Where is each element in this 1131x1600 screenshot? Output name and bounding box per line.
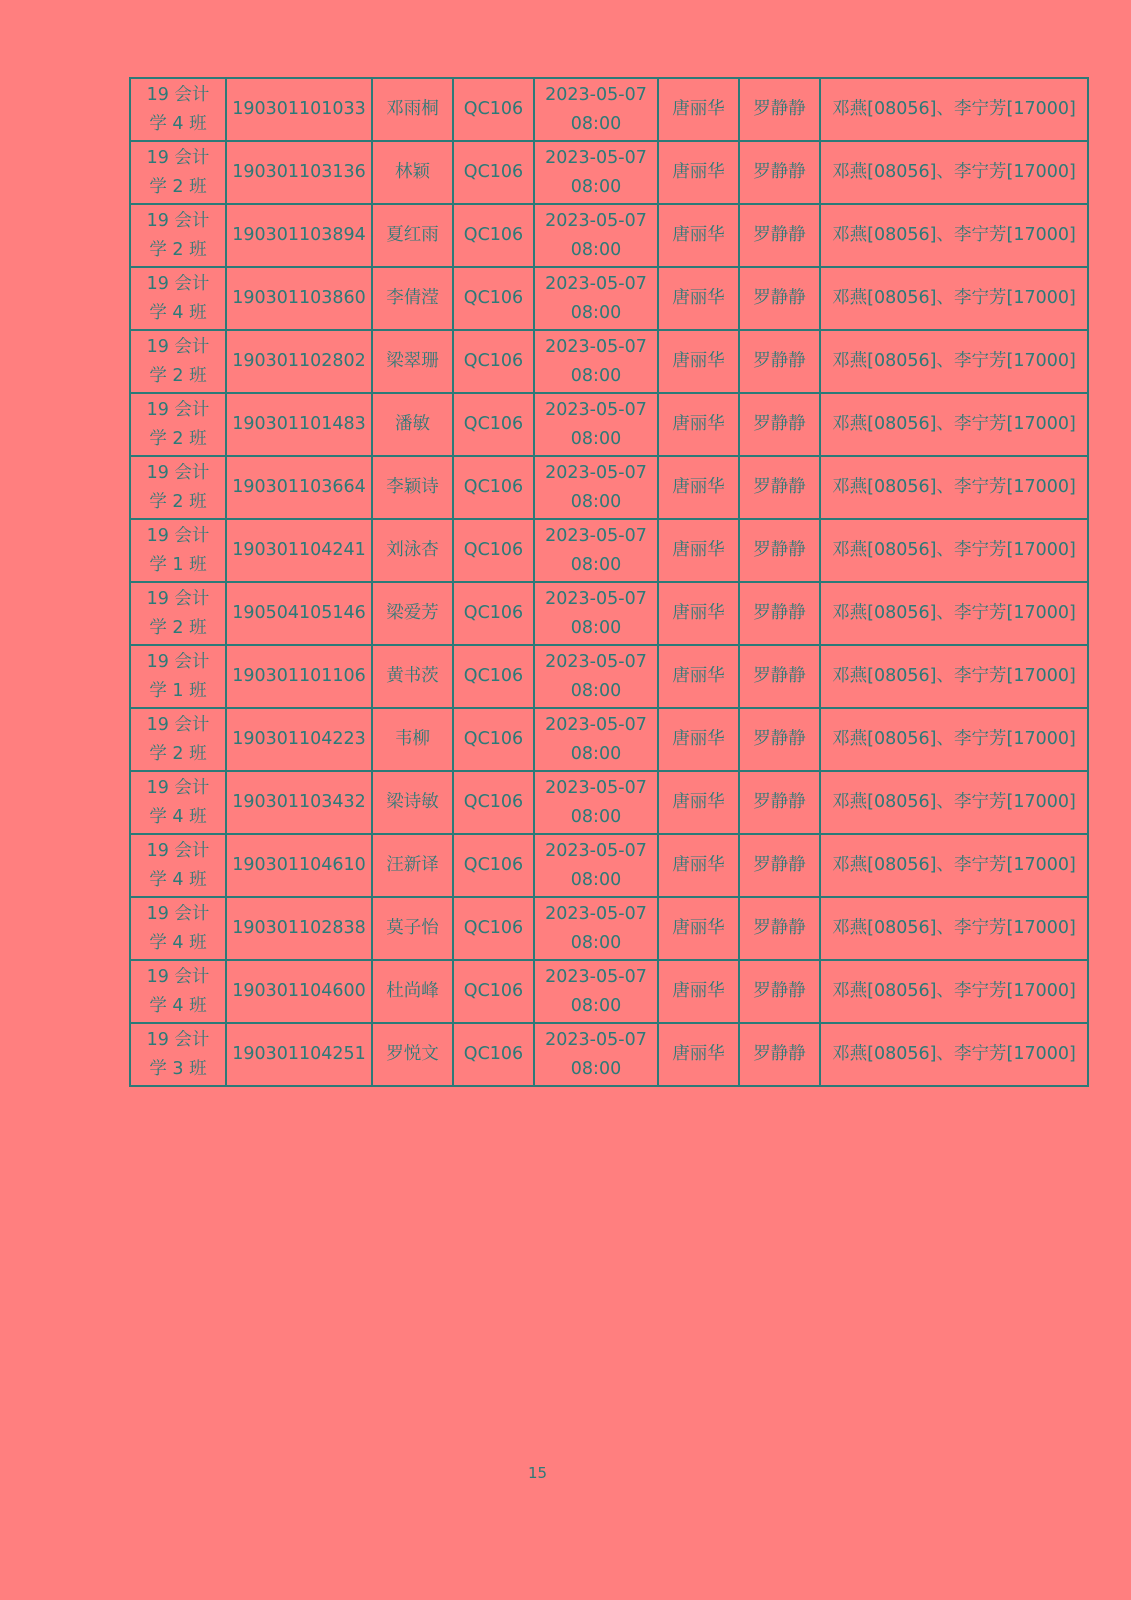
student-name-cell: 刘泳杏	[372, 519, 453, 582]
datetime-cell	[534, 645, 658, 708]
datetime-cell	[534, 582, 658, 645]
class-name-line2: 学 2 班	[149, 617, 207, 638]
reviewer-cell: 罗静静	[739, 267, 820, 330]
class-name-line1: 19 会计	[146, 1029, 210, 1050]
table-row	[130, 897, 1088, 960]
time-text: 08:00	[570, 806, 622, 827]
time-text: 08:00	[570, 491, 622, 512]
table-row	[130, 582, 1088, 645]
date-text: 2023-05-07	[545, 273, 647, 294]
time-text: 08:00	[570, 680, 622, 701]
page-number: 15	[527, 1464, 548, 1482]
student-name-cell: 邓雨桐	[372, 78, 453, 141]
class-name-line1: 19 会计	[146, 903, 210, 924]
class-cell	[130, 708, 226, 771]
class-name-line1: 19 会计	[146, 147, 210, 168]
datetime-cell	[534, 204, 658, 267]
student-id-cell: 190301103432	[226, 771, 372, 834]
class-cell	[130, 204, 226, 267]
datetime-cell	[534, 456, 658, 519]
class-name-line1: 19 会计	[146, 336, 210, 357]
advisor-cell: 唐丽华	[658, 771, 739, 834]
time-text: 08:00	[570, 554, 622, 575]
datetime-cell	[534, 519, 658, 582]
room-cell: QC106	[453, 456, 534, 519]
room-cell: QC106	[453, 897, 534, 960]
table-row	[130, 708, 1088, 771]
defense-schedule-table	[129, 77, 1089, 1087]
class-name-line2: 学 2 班	[149, 176, 207, 197]
student-id-cell: 190301104610	[226, 834, 372, 897]
room-cell: QC106	[453, 78, 534, 141]
class-name-line2: 学 2 班	[149, 428, 207, 449]
table-row	[130, 519, 1088, 582]
table-row	[130, 78, 1088, 141]
class-cell	[130, 393, 226, 456]
table-row	[130, 204, 1088, 267]
date-text: 2023-05-07	[545, 588, 647, 609]
committee-cell: 邓燕[08056]、李宁芳[17000]	[820, 519, 1088, 582]
class-name-line2: 学 2 班	[149, 743, 207, 764]
class-name-line1: 19 会计	[146, 462, 210, 483]
class-name-line1: 19 会计	[146, 714, 210, 735]
class-name-line1: 19 会计	[146, 525, 210, 546]
committee-cell: 邓燕[08056]、李宁芳[17000]	[820, 708, 1088, 771]
committee-cell: 邓燕[08056]、李宁芳[17000]	[820, 393, 1088, 456]
room-cell: QC106	[453, 834, 534, 897]
advisor-cell: 唐丽华	[658, 1023, 739, 1086]
datetime-cell	[534, 771, 658, 834]
class-name-line1: 19 会计	[146, 840, 210, 861]
class-cell	[130, 141, 226, 204]
room-cell: QC106	[453, 708, 534, 771]
table-row	[130, 771, 1088, 834]
datetime-cell	[534, 330, 658, 393]
time-text: 08:00	[570, 743, 622, 764]
date-text: 2023-05-07	[545, 525, 647, 546]
advisor-cell: 唐丽华	[658, 834, 739, 897]
datetime-cell	[534, 78, 658, 141]
class-cell	[130, 267, 226, 330]
reviewer-cell: 罗静静	[739, 519, 820, 582]
student-id-cell: 190301103860	[226, 267, 372, 330]
advisor-cell: 唐丽华	[658, 330, 739, 393]
class-cell	[130, 645, 226, 708]
student-id-cell: 190301101483	[226, 393, 372, 456]
datetime-cell	[534, 960, 658, 1023]
reviewer-cell: 罗静静	[739, 78, 820, 141]
class-cell	[130, 330, 226, 393]
date-text: 2023-05-07	[545, 840, 647, 861]
advisor-cell: 唐丽华	[658, 393, 739, 456]
table-row	[130, 834, 1088, 897]
student-id-cell: 190504105146	[226, 582, 372, 645]
class-cell	[130, 1023, 226, 1086]
student-id-cell: 190301104223	[226, 708, 372, 771]
student-id-cell: 190301101106	[226, 645, 372, 708]
date-text: 2023-05-07	[545, 903, 647, 924]
datetime-cell	[534, 708, 658, 771]
advisor-cell: 唐丽华	[658, 582, 739, 645]
student-name-cell: 罗悦文	[372, 1023, 453, 1086]
advisor-cell: 唐丽华	[658, 456, 739, 519]
class-name-line2: 学 2 班	[149, 365, 207, 386]
committee-cell: 邓燕[08056]、李宁芳[17000]	[820, 1023, 1088, 1086]
room-cell: QC106	[453, 582, 534, 645]
time-text: 08:00	[570, 869, 622, 890]
class-cell	[130, 519, 226, 582]
student-name-cell: 林颖	[372, 141, 453, 204]
committee-cell: 邓燕[08056]、李宁芳[17000]	[820, 645, 1088, 708]
room-cell: QC106	[453, 204, 534, 267]
class-cell	[130, 834, 226, 897]
advisor-cell: 唐丽华	[658, 519, 739, 582]
time-text: 08:00	[570, 113, 622, 134]
datetime-cell	[534, 141, 658, 204]
student-name-cell: 潘敏	[372, 393, 453, 456]
reviewer-cell: 罗静静	[739, 582, 820, 645]
student-name-cell: 汪新译	[372, 834, 453, 897]
table-row	[130, 960, 1088, 1023]
reviewer-cell: 罗静静	[739, 708, 820, 771]
table-row	[130, 141, 1088, 204]
reviewer-cell: 罗静静	[739, 330, 820, 393]
advisor-cell: 唐丽华	[658, 960, 739, 1023]
reviewer-cell: 罗静静	[739, 834, 820, 897]
class-name-line2: 学 4 班	[149, 302, 207, 323]
datetime-cell	[534, 897, 658, 960]
committee-cell: 邓燕[08056]、李宁芳[17000]	[820, 771, 1088, 834]
class-name-line2: 学 4 班	[149, 932, 207, 953]
date-text: 2023-05-07	[545, 966, 647, 987]
room-cell: QC106	[453, 519, 534, 582]
time-text: 08:00	[570, 932, 622, 953]
room-cell: QC106	[453, 141, 534, 204]
date-text: 2023-05-07	[545, 336, 647, 357]
student-name-cell: 杜尚峰	[372, 960, 453, 1023]
reviewer-cell: 罗静静	[739, 897, 820, 960]
date-text: 2023-05-07	[545, 714, 647, 735]
time-text: 08:00	[570, 428, 622, 449]
advisor-cell: 唐丽华	[658, 141, 739, 204]
time-text: 08:00	[570, 1058, 622, 1079]
committee-cell: 邓燕[08056]、李宁芳[17000]	[820, 141, 1088, 204]
committee-cell: 邓燕[08056]、李宁芳[17000]	[820, 78, 1088, 141]
class-name-line2: 学 1 班	[149, 554, 207, 575]
advisor-cell: 唐丽华	[658, 267, 739, 330]
committee-cell: 邓燕[08056]、李宁芳[17000]	[820, 204, 1088, 267]
room-cell: QC106	[453, 1023, 534, 1086]
table-row	[130, 456, 1088, 519]
student-id-cell: 190301102838	[226, 897, 372, 960]
table-row	[130, 267, 1088, 330]
reviewer-cell: 罗静静	[739, 960, 820, 1023]
student-name-cell: 莫子怡	[372, 897, 453, 960]
student-id-cell: 190301104251	[226, 1023, 372, 1086]
student-id-cell: 190301104241	[226, 519, 372, 582]
class-cell	[130, 897, 226, 960]
student-id-cell: 190301103136	[226, 141, 372, 204]
class-name-line2: 学 4 班	[149, 869, 207, 890]
datetime-cell	[534, 393, 658, 456]
student-id-cell: 190301103664	[226, 456, 372, 519]
class-name-line1: 19 会计	[146, 273, 210, 294]
date-text: 2023-05-07	[545, 210, 647, 231]
reviewer-cell: 罗静静	[739, 771, 820, 834]
class-name-line2: 学 4 班	[149, 806, 207, 827]
committee-cell: 邓燕[08056]、李宁芳[17000]	[820, 960, 1088, 1023]
advisor-cell: 唐丽华	[658, 204, 739, 267]
committee-cell: 邓燕[08056]、李宁芳[17000]	[820, 330, 1088, 393]
reviewer-cell: 罗静静	[739, 456, 820, 519]
student-name-cell: 梁翠珊	[372, 330, 453, 393]
student-id-cell: 190301102802	[226, 330, 372, 393]
time-text: 08:00	[570, 239, 622, 260]
table-body	[130, 78, 1088, 1086]
room-cell: QC106	[453, 393, 534, 456]
table-row	[130, 1023, 1088, 1086]
class-name-line1: 19 会计	[146, 651, 210, 672]
time-text: 08:00	[570, 995, 622, 1016]
date-text: 2023-05-07	[545, 777, 647, 798]
student-name-cell: 黄书茨	[372, 645, 453, 708]
class-name-line1: 19 会计	[146, 84, 210, 105]
committee-cell: 邓燕[08056]、李宁芳[17000]	[820, 582, 1088, 645]
class-cell	[130, 582, 226, 645]
reviewer-cell: 罗静静	[739, 393, 820, 456]
datetime-cell	[534, 267, 658, 330]
committee-cell: 邓燕[08056]、李宁芳[17000]	[820, 897, 1088, 960]
class-name-line2: 学 4 班	[149, 995, 207, 1016]
advisor-cell: 唐丽华	[658, 645, 739, 708]
table-row	[130, 330, 1088, 393]
room-cell: QC106	[453, 960, 534, 1023]
time-text: 08:00	[570, 617, 622, 638]
room-cell: QC106	[453, 645, 534, 708]
class-cell	[130, 960, 226, 1023]
date-text: 2023-05-07	[545, 1029, 647, 1050]
class-cell	[130, 78, 226, 141]
class-name-line2: 学 1 班	[149, 680, 207, 701]
room-cell: QC106	[453, 267, 534, 330]
date-text: 2023-05-07	[545, 147, 647, 168]
room-cell: QC106	[453, 330, 534, 393]
committee-cell: 邓燕[08056]、李宁芳[17000]	[820, 267, 1088, 330]
student-name-cell: 夏红雨	[372, 204, 453, 267]
advisor-cell: 唐丽华	[658, 897, 739, 960]
datetime-cell	[534, 1023, 658, 1086]
time-text: 08:00	[570, 302, 622, 323]
class-name-line2: 学 4 班	[149, 113, 207, 134]
student-name-cell: 李倩滢	[372, 267, 453, 330]
student-name-cell: 梁爱芳	[372, 582, 453, 645]
table-row	[130, 393, 1088, 456]
date-text: 2023-05-07	[545, 399, 647, 420]
time-text: 08:00	[570, 176, 622, 197]
class-cell	[130, 771, 226, 834]
class-name-line1: 19 会计	[146, 588, 210, 609]
reviewer-cell: 罗静静	[739, 1023, 820, 1086]
student-name-cell: 韦柳	[372, 708, 453, 771]
class-cell	[130, 456, 226, 519]
student-name-cell: 梁诗敏	[372, 771, 453, 834]
reviewer-cell: 罗静静	[739, 141, 820, 204]
student-id-cell: 190301103894	[226, 204, 372, 267]
date-text: 2023-05-07	[545, 462, 647, 483]
time-text: 08:00	[570, 365, 622, 386]
committee-cell: 邓燕[08056]、李宁芳[17000]	[820, 834, 1088, 897]
table-row	[130, 645, 1088, 708]
student-id-cell: 190301101033	[226, 78, 372, 141]
reviewer-cell: 罗静静	[739, 204, 820, 267]
student-id-cell: 190301104600	[226, 960, 372, 1023]
datetime-cell	[534, 834, 658, 897]
class-name-line1: 19 会计	[146, 210, 210, 231]
class-name-line1: 19 会计	[146, 966, 210, 987]
advisor-cell: 唐丽华	[658, 708, 739, 771]
date-text: 2023-05-07	[545, 84, 647, 105]
class-name-line1: 19 会计	[146, 399, 210, 420]
class-name-line1: 19 会计	[146, 777, 210, 798]
class-name-line2: 学 2 班	[149, 239, 207, 260]
student-name-cell: 李颖诗	[372, 456, 453, 519]
room-cell: QC106	[453, 771, 534, 834]
date-text: 2023-05-07	[545, 651, 647, 672]
committee-cell: 邓燕[08056]、李宁芳[17000]	[820, 456, 1088, 519]
class-name-line2: 学 2 班	[149, 491, 207, 512]
reviewer-cell: 罗静静	[739, 645, 820, 708]
advisor-cell: 唐丽华	[658, 78, 739, 141]
class-name-line2: 学 3 班	[149, 1058, 207, 1079]
